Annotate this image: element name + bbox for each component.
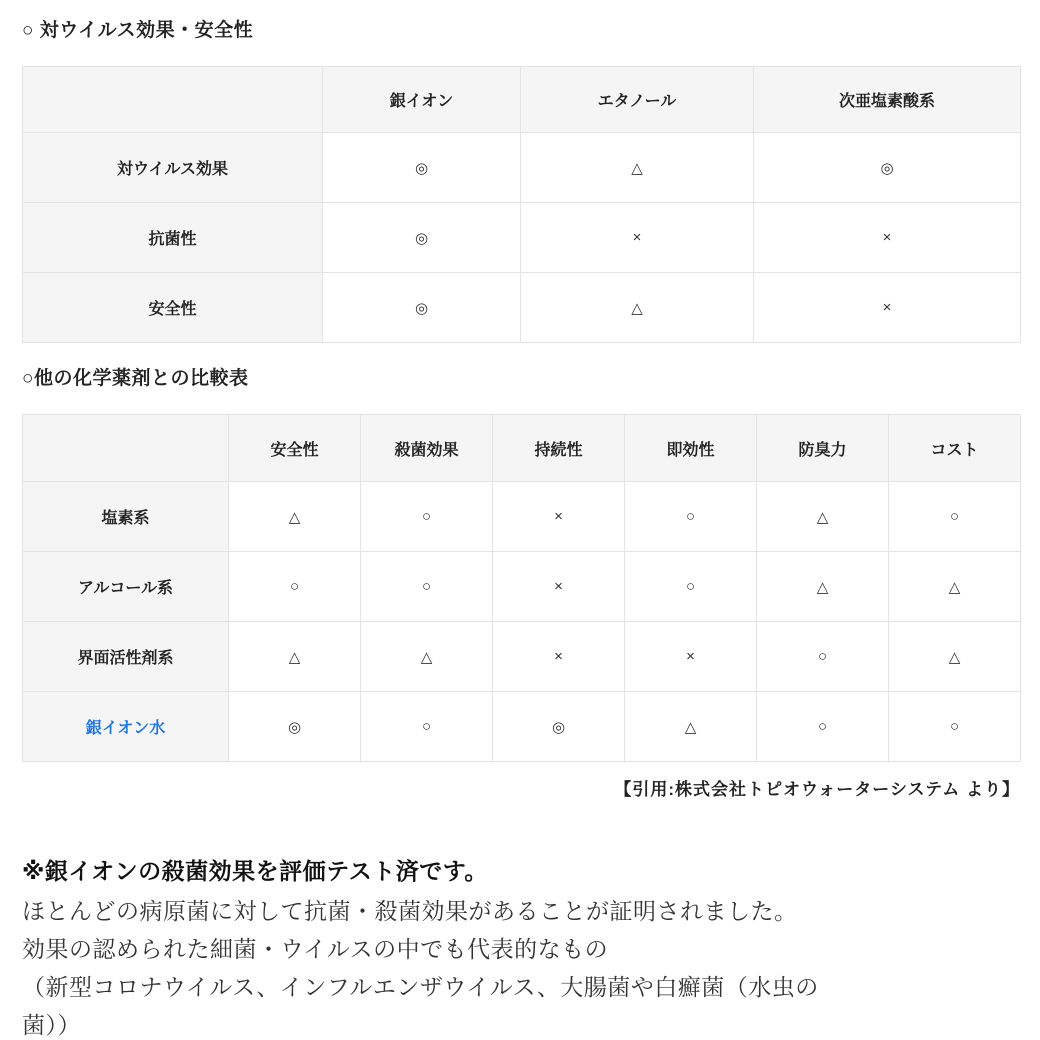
rating-cell: ○ bbox=[757, 622, 889, 692]
rating-cell: ◎ bbox=[493, 692, 625, 762]
note-line: 菌）） bbox=[22, 1012, 81, 1038]
table2-col-persistence: 持続性 bbox=[493, 415, 625, 482]
note-line: 効果の認められた細菌・ウイルスの中でも代表的なもの bbox=[22, 936, 609, 962]
table-row bbox=[23, 133, 1021, 203]
note-heading: ※銀イオンの殺菌効果を評価テスト済です。 bbox=[22, 858, 488, 884]
table1-row-label-antibacterial: 抗菌性 bbox=[23, 203, 323, 273]
rating-cell: ◎ bbox=[229, 692, 361, 762]
table2-header-row bbox=[23, 415, 1021, 482]
rating-cell: △ bbox=[757, 552, 889, 622]
rating-cell: ○ bbox=[757, 692, 889, 762]
rating-cell: △ bbox=[229, 622, 361, 692]
citation-text: 【引用:株式会社トピオウォーターシステム より】 bbox=[614, 780, 1020, 799]
rating-cell: × bbox=[754, 273, 1021, 343]
rating-cell: ○ bbox=[361, 482, 493, 552]
table1-header-row bbox=[23, 67, 1021, 133]
chemical-comparison-table bbox=[22, 414, 1021, 762]
rating-cell: ○ bbox=[229, 552, 361, 622]
note-block bbox=[22, 852, 1020, 1040]
rating-cell: ◎ bbox=[323, 203, 521, 273]
rating-cell: △ bbox=[521, 273, 754, 343]
section2-title: ○他の化学薬剤との比較表 bbox=[22, 368, 249, 389]
rating-cell: × bbox=[625, 622, 757, 692]
rating-cell: ○ bbox=[361, 552, 493, 622]
table1-row-label-safety: 安全性 bbox=[23, 273, 323, 343]
table2-row-label-surfactant: 界面活性剤系 bbox=[23, 622, 229, 692]
rating-cell: × bbox=[521, 203, 754, 273]
section1-title: ○ 対ウイルス効果・安全性 bbox=[22, 20, 254, 41]
table1-col-hypochlorous: 次亜塩素酸系 bbox=[754, 67, 1021, 133]
rating-cell: ○ bbox=[889, 692, 1021, 762]
table2-corner-cell bbox=[23, 415, 229, 482]
rating-cell: ○ bbox=[361, 692, 493, 762]
note-line: ほとんどの病原菌に対して抗菌・殺菌効果があることが証明されました。 bbox=[22, 898, 798, 924]
table2-col-immediacy: 即効性 bbox=[625, 415, 757, 482]
note-line: （新型コロナウイルス、インフルエンザウイルス、大腸菌や白癬菌（水虫の bbox=[22, 974, 819, 1000]
table-row bbox=[23, 622, 1021, 692]
table2-col-cost: コスト bbox=[889, 415, 1021, 482]
rating-cell: ◎ bbox=[323, 273, 521, 343]
table-row bbox=[23, 203, 1021, 273]
table-row bbox=[23, 552, 1021, 622]
table2-row-label-alcohol: アルコール系 bbox=[23, 552, 229, 622]
rating-cell: ◎ bbox=[323, 133, 521, 203]
rating-cell: × bbox=[754, 203, 1021, 273]
rating-cell: △ bbox=[889, 622, 1021, 692]
rating-cell: △ bbox=[361, 622, 493, 692]
rating-cell: ◎ bbox=[754, 133, 1021, 203]
table2-col-sterilization: 殺菌効果 bbox=[361, 415, 493, 482]
rating-cell: △ bbox=[889, 552, 1021, 622]
rating-cell: ○ bbox=[625, 482, 757, 552]
rating-cell: ○ bbox=[625, 552, 757, 622]
silver-ion-water-link[interactable]: 銀イオン水 bbox=[85, 720, 166, 737]
table2-col-deodorizing: 防臭力 bbox=[757, 415, 889, 482]
table1-col-silver-ion: 銀イオン bbox=[323, 67, 521, 133]
rating-cell: × bbox=[493, 622, 625, 692]
rating-cell: △ bbox=[625, 692, 757, 762]
rating-cell: ○ bbox=[889, 482, 1021, 552]
virus-effect-safety-table bbox=[22, 66, 1021, 343]
table-row bbox=[23, 273, 1021, 343]
rating-cell: △ bbox=[521, 133, 754, 203]
table1-corner-cell bbox=[23, 67, 323, 133]
table2-row-label-chlorine: 塩素系 bbox=[23, 482, 229, 552]
rating-cell: △ bbox=[757, 482, 889, 552]
table2-col-safety: 安全性 bbox=[229, 415, 361, 482]
rating-cell: × bbox=[493, 552, 625, 622]
table-row bbox=[23, 482, 1021, 552]
table2-row-label-silver-ion-water bbox=[23, 692, 229, 762]
table1-col-ethanol: エタノール bbox=[521, 67, 754, 133]
table1-row-label-antivirus: 対ウイルス効果 bbox=[23, 133, 323, 203]
rating-cell: × bbox=[493, 482, 625, 552]
table-row bbox=[23, 692, 1021, 762]
rating-cell: △ bbox=[229, 482, 361, 552]
